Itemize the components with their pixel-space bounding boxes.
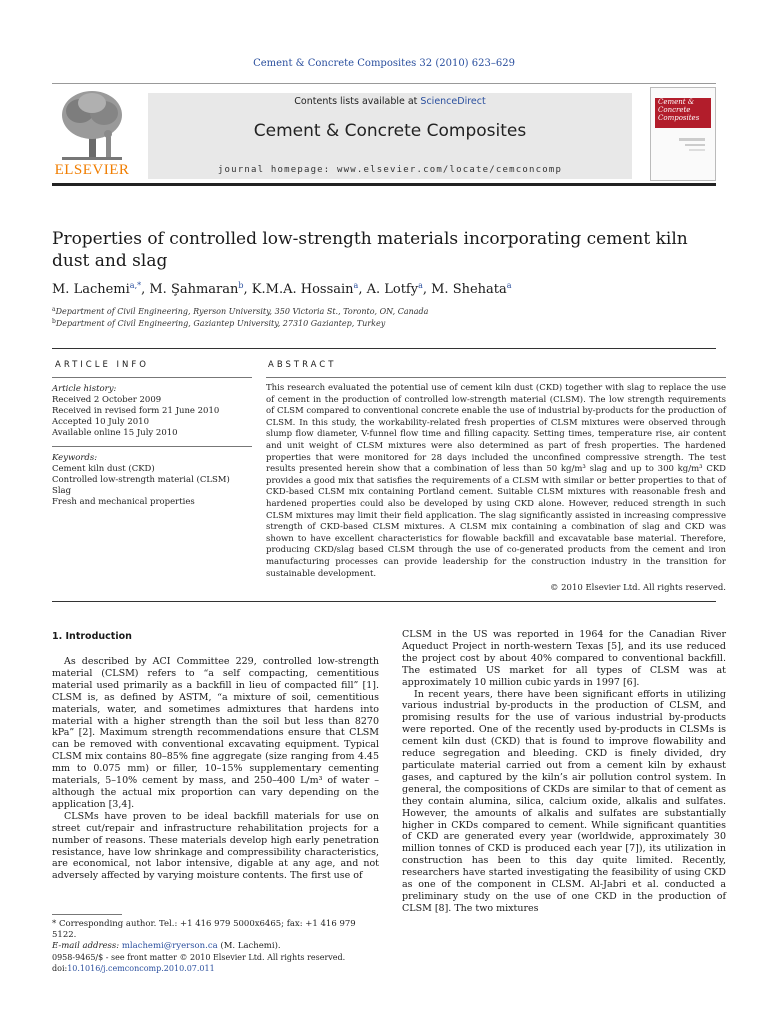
journal-title: Cement & Concrete Composites [253,121,527,141]
author-name: M. Şahmaran [149,282,239,297]
keyword-item: Controlled low-strength material (CLSM) [52,475,230,485]
cover-title-band [655,98,711,128]
journal-cover-thumbnail[interactable] [650,87,716,181]
cover-title-line: Composites [658,114,700,122]
author-list [52,281,716,297]
article-history [52,384,252,439]
history-item: Accepted 10 July 2010 [52,417,149,427]
abstract-copyright: © 2010 Elsevier Ltd. All rights reserved. [549,583,726,593]
author-affiliation-marker[interactable]: a [353,281,359,290]
contents-line [148,96,632,107]
cover-title-line: Concrete [658,106,691,114]
history-item: Received 2 October 2009 [52,395,162,405]
author-name: M. Shehata [431,282,507,297]
author-affiliation-marker[interactable]: a [418,281,423,290]
keyword-item: Fresh and mechanical properties [52,497,195,507]
affiliation-marker: a [52,306,56,313]
affiliation [52,318,716,328]
abstract-rule [266,377,726,378]
right-column [402,629,726,915]
journal-reference[interactable]: Cement & Concrete Composites 32 (2010) 623–629 [253,58,515,69]
article-info-rule [52,377,252,378]
author-affiliation-marker[interactable]: a [506,281,512,290]
title-line: Properties of controlled low-strength materials incorporating cement kiln [52,229,688,249]
journal-header [52,83,716,183]
paragraph: CLSMs have proven to be ideal backfill materials for use on street cut/repair and infrastructure rehabilitation projects for a number of reasons. These materials develop high early penetration resistance, have low shrinkage and compressibility characteristics, are economical, not labor intensive, digable at any age, and not adversely affected by varying moisture contents. The first use of [52,810,379,882]
affiliation-text: Department of Civil Engineering, Ryerson University, 350 Victoria St., Toronto, ON, Canada [55,307,429,316]
left-column [52,656,379,882]
section-divider [52,348,716,349]
cover-decoration-icon [659,136,707,166]
email-label: E-mail address: [52,941,122,951]
contents-prefix: Contents lists available at [294,96,421,107]
paragraph: CLSM in the US was reported in 1964 for the Canadian River Aqueduct Project in north-western Texas [5], and its use reduced the project cost by about 40% compared to conventional backfill. The estimated US market for all types of CLSM was at approximately 10 million cubic yards in 1997 [6]. [402,629,726,688]
article-info-heading: ARTICLE INFO [55,360,149,370]
author-separator: , [358,282,367,297]
elsevier-wordmark: ELSEVIER [54,162,130,178]
doi-line [52,963,382,974]
keywords-rule [52,446,252,447]
journal-homepage[interactable]: journal homepage: www.elsevier.com/locate/cemconcomp [217,165,563,175]
doi-link[interactable]: 10.1016/j.cemconcomp.2010.07.011 [67,964,215,973]
journal-banner [148,93,632,179]
issn-line: 0958-9465/$ - see front matter © 2010 Elsevier Ltd. All rights reserved. [52,953,346,962]
title-line: dust and slag [52,251,168,271]
keywords-block [52,453,252,508]
keyword-item: Cement kiln dust (CKD) [52,464,155,474]
author-affiliation-marker[interactable]: a,* [129,281,142,290]
author-separator: , [141,282,150,297]
abstract-heading: ABSTRACT [268,360,337,370]
sciencedirect-link[interactable]: ScienceDirect [420,96,486,107]
history-label: Article history: [52,384,117,394]
page-footer [52,952,382,974]
author-name: M. Lachemi [52,282,130,297]
keywords-label: Keywords: [52,453,98,463]
author-separator: , [422,282,432,297]
paragraph: In recent years, there have been significant efforts in utilizing various industrial by-products in the production of CLSM, and promising results for the use of various industrial by-products were reported. One of the recently used by-products in CLSMs is cement kiln dust (CKD) that is found to improve flowability and reduce segregation and bleeding. CKD is finely divided, dry particulate material carried out from a cement kiln by exhaust gases, and captured by the kiln’s air pollution control system. In general, the compositions of CKDs are similar to that of cement as they contain alumina, silica, calcium oxide, alkalis and sulfates. However, the amounts of alkalis and sulfates are substantially higher in CKDs compared to cement. While significant quantities of CKD are generated every year (worldwide, approximately 30 million tonnes of CKD is produced each year [7]), its utilization in construction has been to this day quite limited. Recently, researchers have started investigating the feasibility of using CKD as one of the component in CLSM. Al-Jabri et al. conducted a preliminary study on the use of one CKD in the production of CLSM [8]. The two mixtures [402,688,726,914]
history-item: Received in revised form 21 June 2010 [52,406,220,416]
footnote-contact: * Corresponding author. Tel.: +1 416 979 5000x6465; fax: +1 416 979 5122. [52,919,356,940]
article-title [52,228,716,272]
author-name: A. Lotfy [366,282,419,297]
footnote-rule [52,914,122,915]
affiliation-marker: b [52,318,56,325]
cover-title-line: Cement & [658,98,695,106]
header-bottom-rule [52,183,716,186]
author-name: K.M.A. Hossain [251,282,354,297]
author-affiliation-marker[interactable]: b [238,281,244,290]
affiliation [52,306,716,316]
introduction-heading: 1. Introduction [52,631,132,642]
email-suffix: (M. Lachemi). [217,941,281,951]
header-top-rule [52,83,716,84]
doi-label: doi: [52,964,68,973]
author-separator: , [243,282,252,297]
affiliation-text: Department of Civil Engineering, Gaziantep University, 27310 Gaziantep, Turkey [55,319,386,328]
paragraph: As described by ACI Committee 229, controlled low-strength material (CLSM) refers to “a self compacting, cementitious material used primarily as a backfill in lieu of compacted fill” [1]. CLSM is, as defined by ASTM, “a mixture of soil, cementitious materials, water, and sometimes admixtures that hardens into material with a higher strength than the soil but less than 8270 kPa” [2]. Maximum strength recommendations ensure that CLSM can be removed with conventional excavating equipment. Typical CLSM mix contains 80–85% fine aggregate (size ranging from 4.45 mm to 0.075 mm) or filler, 10–15% supplementary cementing materials, 5–10% cement by mass, and 250–400 L/m³ of water – although the actual mix proportion can vary depending on the application [3,4]. [52,656,379,810]
history-item: Available online 15 July 2010 [52,428,178,438]
abstract-text: This research evaluated the potential use of cement kiln dust (CKD) together with slag to replace the use of cement in the production of controlled low-strength material (CLSM). The low strength requirements of CLSM compared to conventional concrete enable the use of industrial by-products for the production of CLSM. In this study, the workability-related fresh properties of CLSM mixtures were observed through slump flow diameter, V-funnel flow time and filling capacity. Setting times, temperature rise, air content and unit weight of CLSM mixtures were also determined as part of fresh properties. The hardened properties that were monitored for 28 days included the unconfined compressive strength. The test results presented herein show that a combination of less than 50 kg/m³ slag and up to 300 kg/m³ CKD provides a good mix that satisfies the requirements of a CLSM with similar or better properties to that of CKD-based CLSM mix containing Portland cement. Suitable CLSM mixtures with reasonable fresh and hardened properties could also be developed by using CKD alone. However, reduced strength in such CLSM mixtures may limit their field application. The slag significantly assisted in increasing compressive strength of CKD-based CLSM mixtures. A CLSM mix containing a combination of slag and CKD was shown to have excellent characteristics for flowable backfill and excavatable base material. Therefore, producing CKD/slag based CLSM through the use of co-generated products from the cement and iron manufacturing processes can provide leadership for the construction industry in the transition for sustainable development. [266,383,726,579]
footnote-email-line [52,941,382,952]
email-link[interactable]: mlachemi@ryerson.ca [121,941,218,951]
keyword-item: Slag [52,486,72,496]
section-divider [52,601,716,602]
corresponding-author-footnote [52,919,382,952]
